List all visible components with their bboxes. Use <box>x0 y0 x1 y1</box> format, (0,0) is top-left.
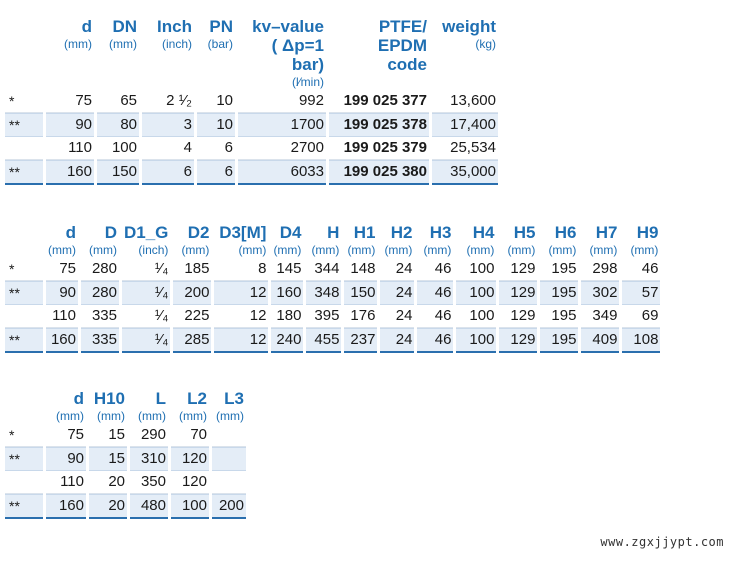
column-header <box>46 389 86 424</box>
column-header <box>97 17 139 90</box>
table-cell: 100 <box>456 281 496 305</box>
column-title: DN <box>112 17 137 36</box>
table-cell: 10 <box>197 113 235 137</box>
table-row <box>5 281 660 305</box>
table-cell: 90 <box>46 113 94 137</box>
table-cell: 100 <box>97 137 139 160</box>
row-marker <box>5 305 43 328</box>
column-header <box>142 17 194 90</box>
table-cell: 349 <box>581 305 619 328</box>
table-cell: 69 <box>622 305 660 328</box>
table-cell: 12 <box>214 328 268 353</box>
table-cell: 480 <box>130 494 168 519</box>
table-cell: 57 <box>622 281 660 305</box>
column-title: D4 <box>279 223 302 242</box>
table-cell: 4 <box>142 137 194 160</box>
column-header <box>622 223 660 258</box>
table-cell: 13,600 <box>432 90 498 113</box>
table-cell: 185 <box>173 258 211 281</box>
column-header <box>122 223 170 258</box>
column-header <box>89 389 127 424</box>
column-unit: (inch) <box>138 243 169 257</box>
table-cell: 75 <box>46 90 94 113</box>
table-cell: 129 <box>499 281 537 305</box>
column-unit: (mm) <box>384 243 413 257</box>
table-cell: 90 <box>46 281 78 305</box>
column-header <box>46 223 78 258</box>
table-cell: 6 <box>142 160 194 185</box>
table-cell: 199 025 380 <box>329 160 429 185</box>
table-row <box>5 424 246 447</box>
column-title: H4 <box>472 223 495 242</box>
table-cell: 285 <box>173 328 211 353</box>
table-cell: 65 <box>97 90 139 113</box>
table-cell: 395 <box>306 305 341 328</box>
header-row <box>5 389 246 424</box>
table-cell: 1700 <box>238 113 326 137</box>
row-marker: * <box>5 90 43 113</box>
column-header <box>306 223 341 258</box>
table-cell: 24 <box>380 305 414 328</box>
column-header <box>212 389 246 424</box>
table-cell: 344 <box>306 258 341 281</box>
table-cell: 25,534 <box>432 137 498 160</box>
column-unit: (mm) <box>507 243 536 257</box>
column-title: D2 <box>187 223 210 242</box>
column-unit: (mm) <box>238 243 267 257</box>
column-title: L <box>155 389 166 408</box>
header-row <box>5 17 498 90</box>
table-cell: 150 <box>97 160 139 185</box>
table-row <box>5 258 660 281</box>
table-cell: 2 ¹⁄₂ <box>142 90 194 113</box>
column-unit: (mm) <box>89 243 117 257</box>
column-header <box>456 223 496 258</box>
table-cell: 35,000 <box>432 160 498 185</box>
table-cell: 350 <box>130 471 168 494</box>
row-marker: ** <box>5 160 43 185</box>
table-cell: 290 <box>130 424 168 447</box>
table-cell: 10 <box>197 90 235 113</box>
column-title: D3[M] <box>219 223 267 242</box>
table-cell: 15 <box>89 424 127 447</box>
table-cell: 195 <box>540 281 578 305</box>
column-title: H9 <box>636 223 659 242</box>
column-header <box>329 17 429 90</box>
table-cell: 75 <box>46 258 78 281</box>
column-unit: (mm) <box>311 243 340 257</box>
table-cell: 129 <box>499 258 537 281</box>
table-cell: 46 <box>622 258 660 281</box>
column-title: Inch <box>157 17 192 36</box>
column-unit: (mm) <box>466 243 495 257</box>
column-unit: (bar) <box>207 37 233 51</box>
table-cell: 75 <box>46 424 86 447</box>
table-row <box>5 113 498 137</box>
table-cell: 24 <box>380 258 414 281</box>
table-cell: 200 <box>173 281 211 305</box>
column-header <box>214 223 268 258</box>
table-cell: 298 <box>581 258 619 281</box>
table-cell: 6 <box>197 160 235 185</box>
table-cell: 129 <box>499 305 537 328</box>
table-row <box>5 137 498 160</box>
column-unit: (mm) <box>273 243 302 257</box>
column-unit: (mm) <box>109 37 137 51</box>
column-header <box>46 17 94 90</box>
watermark-text: www.zgxjjypt.com <box>600 535 724 549</box>
column-unit: (mm) <box>589 243 618 257</box>
column-title: kv–value ( Δp=1 bar) <box>252 17 324 74</box>
table-cell: 160 <box>271 281 303 305</box>
table-row <box>5 305 660 328</box>
column-unit: (inch) <box>161 37 192 51</box>
row-marker: * <box>5 258 43 281</box>
row-marker: * <box>5 424 43 447</box>
table-cell: 409 <box>581 328 619 353</box>
table-cell: 110 <box>46 305 78 328</box>
table-cell: 225 <box>173 305 211 328</box>
column-unit: (mm) <box>347 243 376 257</box>
column-title: PN <box>209 17 233 36</box>
table-cell: 20 <box>89 471 127 494</box>
table-cell: 200 <box>212 494 246 519</box>
table-cell: 160 <box>46 160 94 185</box>
table-row <box>5 494 246 519</box>
table-cell: 120 <box>171 471 209 494</box>
table-cell: 148 <box>344 258 377 281</box>
column-title: H3 <box>429 223 452 242</box>
table-cell: 24 <box>380 281 414 305</box>
table-cell: 120 <box>171 447 209 471</box>
row-marker: ** <box>5 281 43 305</box>
column-title: H7 <box>595 223 618 242</box>
table-cell: 6033 <box>238 160 326 185</box>
column-unit: (mm) <box>97 409 125 423</box>
table-cell: 46 <box>417 258 453 281</box>
table-cell: 195 <box>540 305 578 328</box>
table-cell: 199 025 379 <box>329 137 429 160</box>
table-cell: 2700 <box>238 137 326 160</box>
column-unit: (mm) <box>48 243 76 257</box>
table-cell: 12 <box>214 305 268 328</box>
row-marker: ** <box>5 328 43 353</box>
table-cell: 100 <box>456 305 496 328</box>
spec-table-1 <box>2 17 501 185</box>
column-unit: (mm) <box>630 243 659 257</box>
spec-table-3 <box>2 389 249 519</box>
column-unit: (mm) <box>179 409 207 423</box>
column-header <box>5 389 43 424</box>
column-header <box>130 389 168 424</box>
column-header <box>271 223 303 258</box>
column-unit: (mm) <box>64 37 92 51</box>
column-title: d <box>65 223 76 242</box>
table-row <box>5 90 498 113</box>
table-cell: 237 <box>344 328 377 353</box>
column-unit: (l⁄min) <box>292 75 324 89</box>
column-title: H1 <box>353 223 376 242</box>
table-row <box>5 160 498 185</box>
row-marker <box>5 471 43 494</box>
column-title: H <box>327 223 340 242</box>
row-marker: ** <box>5 113 43 137</box>
table-cell: 160 <box>46 328 78 353</box>
column-header <box>81 223 119 258</box>
table-cell: ¹⁄₄ <box>122 258 170 281</box>
table-cell: 240 <box>271 328 303 353</box>
table-cell: 8 <box>214 258 268 281</box>
column-unit: (mm) <box>181 243 210 257</box>
table-cell: 100 <box>456 328 496 353</box>
table-cell: 108 <box>622 328 660 353</box>
table-cell: 280 <box>81 281 119 305</box>
column-title: PTFE/ EPDM code <box>377 17 427 74</box>
table-cell: 46 <box>417 328 453 353</box>
table-cell: 20 <box>89 494 127 519</box>
column-header <box>173 223 211 258</box>
table-cell: 180 <box>271 305 303 328</box>
table-cell: 70 <box>171 424 209 447</box>
column-title: d <box>81 17 92 36</box>
table-cell: 199 025 377 <box>329 90 429 113</box>
table-cell: 335 <box>81 328 119 353</box>
table-cell: 90 <box>46 447 86 471</box>
row-marker <box>5 137 43 160</box>
column-title: D <box>104 223 117 242</box>
table-cell: 176 <box>344 305 377 328</box>
table-cell: 6 <box>197 137 235 160</box>
column-title: D1_G <box>124 223 169 242</box>
table-cell: 280 <box>81 258 119 281</box>
column-unit: (mm) <box>56 409 84 423</box>
column-title: L3 <box>224 389 244 408</box>
table-cell: 195 <box>540 258 578 281</box>
table-cell <box>212 447 246 471</box>
table-row <box>5 471 246 494</box>
table-cell: 160 <box>46 494 86 519</box>
column-title: weight <box>442 17 496 36</box>
table-cell: 46 <box>417 281 453 305</box>
table-cell: 348 <box>306 281 341 305</box>
table-cell: 335 <box>81 305 119 328</box>
table-cell: 3 <box>142 113 194 137</box>
table-cell <box>212 424 246 447</box>
table-cell: 195 <box>540 328 578 353</box>
table-row <box>5 328 660 353</box>
column-unit: (mm) <box>548 243 577 257</box>
column-header <box>499 223 537 258</box>
table-cell: 150 <box>344 281 377 305</box>
column-title: H6 <box>554 223 577 242</box>
column-header <box>5 223 43 258</box>
table-cell: 110 <box>46 471 86 494</box>
table-cell <box>212 471 246 494</box>
table-row <box>5 447 246 471</box>
column-unit: (mm) <box>138 409 166 423</box>
row-marker: ** <box>5 447 43 471</box>
table-cell: ¹⁄₄ <box>122 305 170 328</box>
column-header <box>417 223 453 258</box>
table-cell: 145 <box>271 258 303 281</box>
column-header <box>540 223 578 258</box>
column-unit: (mm) <box>216 409 244 423</box>
table-cell: 46 <box>417 305 453 328</box>
column-header <box>197 17 235 90</box>
table-cell: 24 <box>380 328 414 353</box>
table-cell: 15 <box>89 447 127 471</box>
table-cell: 310 <box>130 447 168 471</box>
table-cell: 199 025 378 <box>329 113 429 137</box>
column-header <box>344 223 377 258</box>
column-header <box>432 17 498 90</box>
table-cell: 302 <box>581 281 619 305</box>
column-title: H2 <box>390 223 413 242</box>
header-row <box>5 223 660 258</box>
column-unit: (kg) <box>475 37 496 51</box>
table-cell: 100 <box>456 258 496 281</box>
table-cell: 12 <box>214 281 268 305</box>
table-cell: 129 <box>499 328 537 353</box>
column-header <box>581 223 619 258</box>
column-header <box>380 223 414 258</box>
column-unit: (mm) <box>423 243 452 257</box>
column-title: d <box>73 389 84 408</box>
column-title: L2 <box>187 389 207 408</box>
column-title: H5 <box>513 223 536 242</box>
column-header <box>5 17 43 90</box>
table-cell: ¹⁄₄ <box>122 328 170 353</box>
table-cell: 17,400 <box>432 113 498 137</box>
table-cell: 80 <box>97 113 139 137</box>
column-header <box>171 389 209 424</box>
row-marker: ** <box>5 494 43 519</box>
table-cell: 455 <box>306 328 341 353</box>
table-cell: 110 <box>46 137 94 160</box>
table-cell: 992 <box>238 90 326 113</box>
table-cell: ¹⁄₄ <box>122 281 170 305</box>
column-header <box>238 17 326 90</box>
table-cell: 100 <box>171 494 209 519</box>
column-title: H10 <box>93 389 125 408</box>
spec-table-2 <box>2 223 663 353</box>
